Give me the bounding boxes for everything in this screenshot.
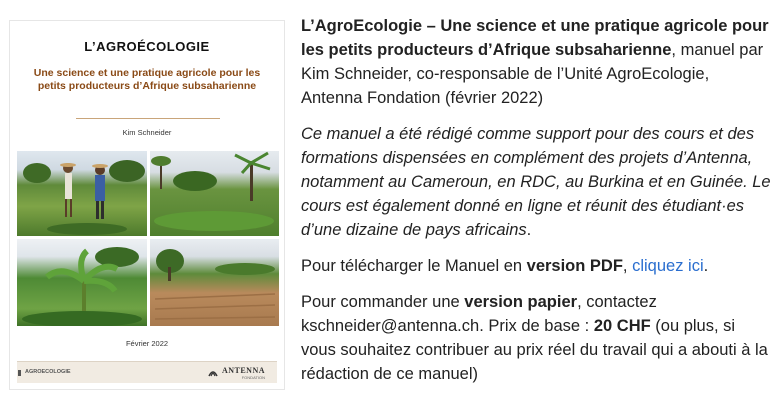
pdf-version-label: version PDF <box>526 257 623 275</box>
cover-divider <box>76 118 220 119</box>
intro-paragraph <box>301 14 771 110</box>
antenna-logo-icon <box>207 366 219 378</box>
paper-version-label: version papier <box>464 293 578 311</box>
context-paragraph <box>301 122 771 242</box>
download-paragraph <box>301 254 771 278</box>
field-photo-crops <box>150 151 279 236</box>
cover-footer-brand: ANTENNA <box>221 366 265 375</box>
cover-footer <box>17 361 277 383</box>
download-pdf-link[interactable]: cliquez ici <box>632 257 704 275</box>
download-prefix: Pour télécharger le Manuel en <box>301 257 527 275</box>
field-photo-farmers <box>17 151 147 236</box>
order-end: (ou plus, si vous souhaitez contribuer au prix réel du travail qui a abouti à la rédaction de ce manuel) <box>301 317 768 383</box>
book-cover[interactable] <box>9 20 285 390</box>
cover-author: Kim Schneider <box>122 128 172 137</box>
price-label: 20 CHF <box>593 317 651 335</box>
order-paragraph <box>301 290 771 386</box>
context-text: Ce manuel a été rédigé comme support pour des cours et des formations dispensées en complément des projets d’Antenna, notamment au Cameroun, en RDC, au Burkina et en Guinée. Le cours est également donné en ligne et réunit des étudiant·es d’une dizaine de pays africains <box>301 125 771 239</box>
download-end: . <box>703 257 709 275</box>
field-photo-plot <box>150 239 279 326</box>
description-text <box>301 14 771 398</box>
leaf-icon <box>17 370 22 376</box>
order-prefix: Pour commander une <box>301 293 465 311</box>
cover-subtitle: Une science et une pratique agricole pour les petits producteurs d’Afrique subsaharienne <box>33 67 261 92</box>
download-mid: , <box>622 257 633 275</box>
order-contact: , contactez kschneider@antenna.ch. Prix de base : <box>301 293 657 335</box>
cover-footer-label: AGROECOLOGIE <box>25 369 71 375</box>
context-end: . <box>526 221 532 239</box>
cover-title: L’AGROÉCOLOGIE <box>84 39 210 54</box>
cover-footer-brand-sub: FONDATION <box>241 375 265 380</box>
field-photo-banana <box>17 239 147 326</box>
manual-title: L’AgroEcologie – Une science et une pratique agricole pour les petits producteurs d’Afrique subsaharienne <box>301 17 769 59</box>
manual-credits: , manuel par Kim Schneider, co-responsable de l’Unité AgroEcologie, Antenna Fondation (février 2022) <box>301 41 764 107</box>
cover-date: Février 2022 <box>125 339 169 348</box>
